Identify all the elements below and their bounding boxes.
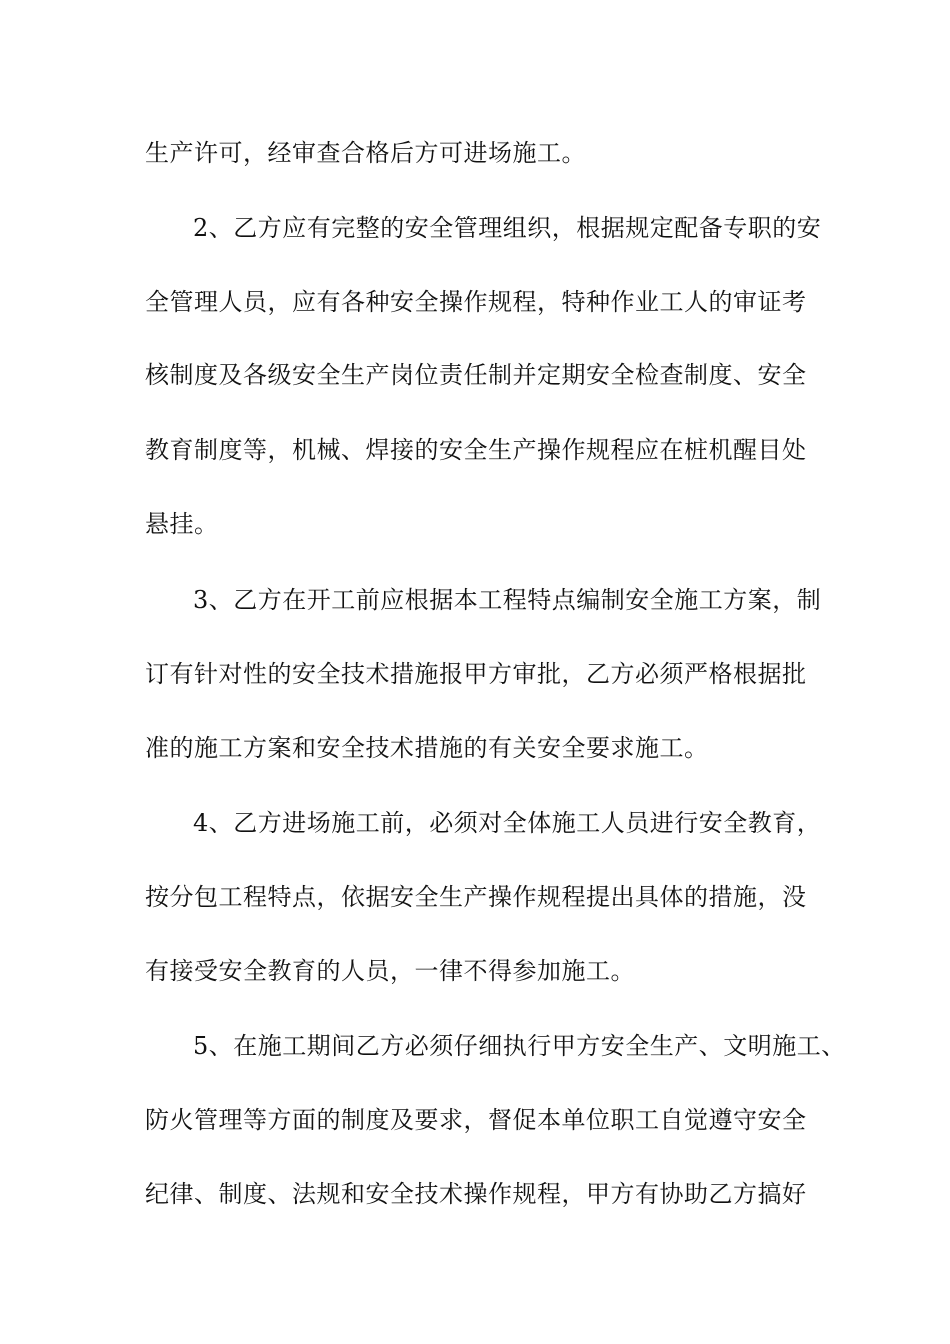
text-line: 教育制度等，机械、焊接的安全生产操作规程应在桩机醒目处 (145, 436, 807, 464)
text-line: 生产许可，经审查合格后方可进场施工。 (145, 139, 586, 167)
text-line: 准的施工方案和安全技术措施的有关安全要求施工。 (145, 734, 709, 762)
text-line: 5、在施工期间乙方必须仔细执行甲方安全生产、文明施工、 (193, 1032, 846, 1060)
text-line: 有接受安全教育的人员，一律不得参加施工。 (145, 957, 635, 985)
text-line: 悬挂。 (145, 510, 219, 538)
text-line: 3、乙方在开工前应根据本工程特点编制安全施工方案，制 (193, 586, 822, 614)
text-line: 纪律、制度、法规和安全技术操作规程，甲方有协助乙方搞好 (145, 1180, 807, 1208)
text-line: 2、乙方应有完整的安全管理组织，根据规定配备专职的安 (193, 214, 822, 242)
text-line: 核制度及各级安全生产岗位责任制并定期安全检查制度、安全 (145, 361, 807, 389)
text-line: 订有针对性的安全技术措施报甲方审批，乙方必须严格根据批 (145, 660, 807, 688)
text-line: 按分包工程特点，依据安全生产操作规程提出具体的措施，没 (145, 883, 807, 911)
text-line: 全管理人员，应有各种安全操作规程，特种作业工人的审证考 (145, 288, 807, 316)
text-line: 防火管理等方面的制度及要求，督促本单位职工自觉遵守安全 (145, 1106, 807, 1134)
text-line: 4、乙方进场施工前，必须对全体施工人员进行安全教育， (193, 809, 822, 837)
